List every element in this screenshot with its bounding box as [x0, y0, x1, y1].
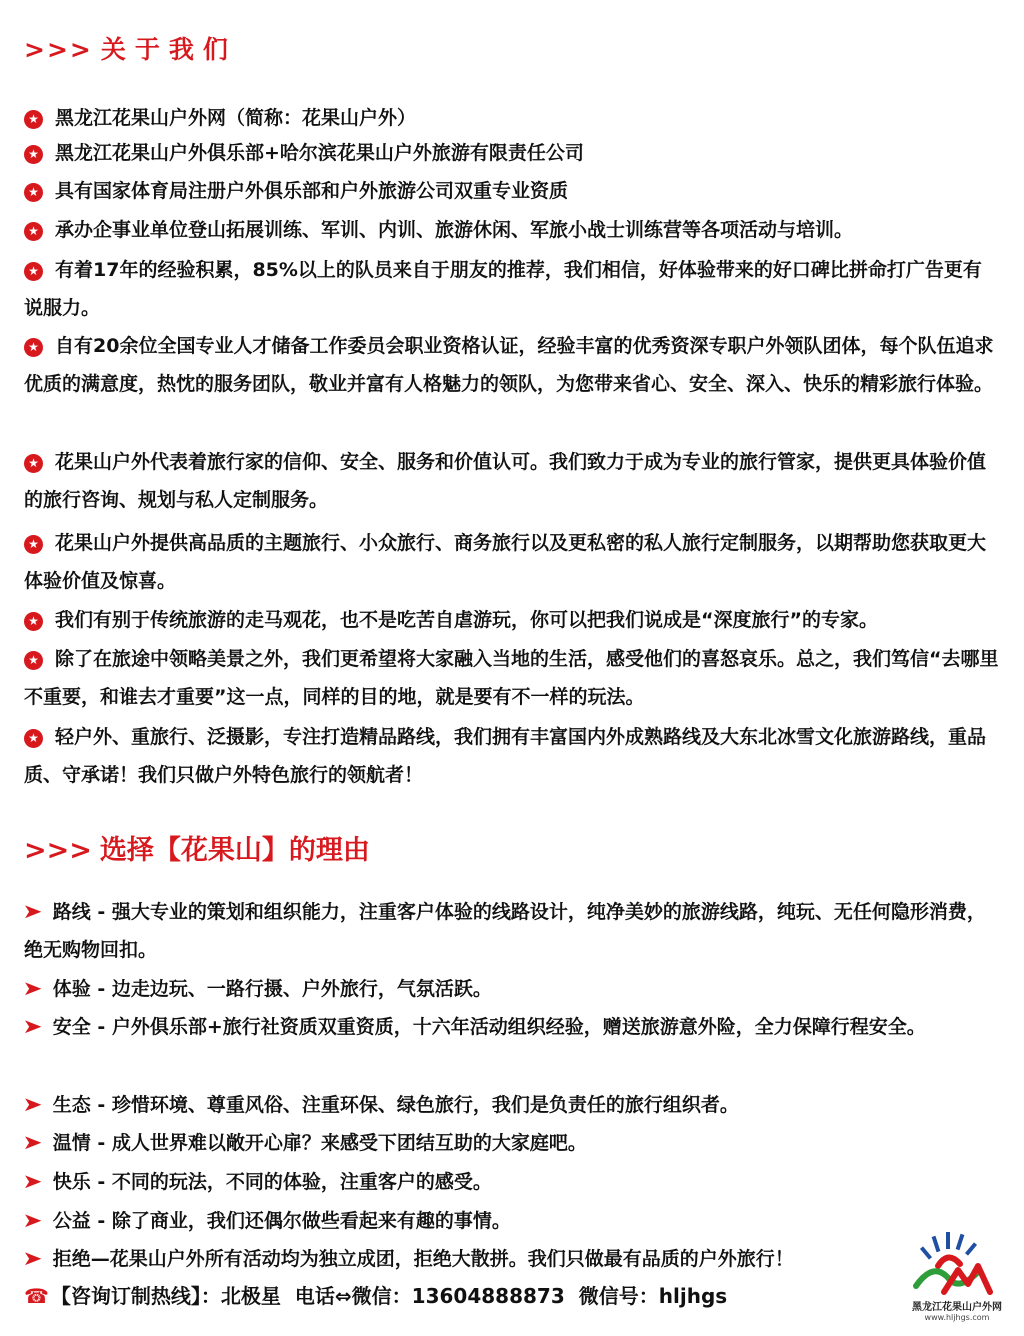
reason-item [24, 1085, 1000, 1124]
about-item-text: 轻户外、重旅行、泛摄影，专注打造精品路线，我们拥有丰富国内外成熟路线及大东北冰雪文化旅游路线，重品质、守承诺！我们只做户外特色旅行的领航者！ [24, 726, 987, 786]
about-heading [24, 30, 237, 66]
reason-item [24, 1123, 1000, 1162]
arrow-bullet-icon: ➤ [22, 1014, 43, 1038]
star-bullet-icon: ★ [24, 145, 43, 164]
star-bullet-icon: ★ [24, 262, 43, 281]
about-item [24, 99, 1000, 137]
star-bullet-icon: ★ [24, 454, 43, 473]
star-bullet-icon: ★ [24, 535, 43, 554]
hotline-label: 【咨询订制热线】： [50, 1284, 221, 1308]
about-item-text: 黑龙江花果山户外俱乐部+哈尔滨花果山户外旅游有限责任公司 [55, 142, 584, 164]
logo-url: www.hljhgs.com [924, 1313, 990, 1322]
brand-logo [898, 1220, 1016, 1332]
hotline-name: 北极星 [220, 1284, 281, 1308]
arrow-bullet-icon: ➤ [22, 899, 43, 923]
about-item [24, 524, 1000, 600]
arrow-bullet-icon: ➤ [22, 1246, 43, 1270]
about-item-text: 我们有别于传统旅游的走马观花，也不是吃苦自虐游玩，你可以把我们说成是“深度旅行”的专家。 [55, 609, 878, 631]
reason-item-text: 快乐 - 不同的玩法，不同的体验，注重客户的感受。 [52, 1171, 492, 1193]
star-bullet-icon: ★ [24, 338, 43, 357]
about-item [24, 134, 1000, 172]
heading-arrows: >>> [24, 835, 92, 866]
mountain-logo-icon [898, 1220, 1016, 1300]
reason-item [24, 1239, 904, 1278]
arrow-bullet-icon: ➤ [22, 1208, 43, 1232]
reason-item-text: 体验 - 边走边玩、一路行摄、户外旅行，气氛活跃。 [52, 978, 492, 1000]
about-item [24, 718, 1000, 794]
arrow-bullet-icon: ➤ [22, 976, 43, 1000]
about-item [24, 172, 1000, 210]
about-item-text: 承办企事业单位登山拓展训练、军训、内训、旅游休闲、军旅小战士训练营等各项活动与培训。 [55, 219, 854, 241]
hotline-contact: 电话⇔微信：13604888873 [294, 1284, 565, 1308]
arrow-bullet-icon: ➤ [22, 1169, 43, 1193]
logo-text: 黑龙江花果山户外网 [912, 1302, 1002, 1313]
about-item-text: 有着17年的经验积累，85%以上的队员来自于朋友的推荐，我们相信，好体验带来的好口碑比拼命打广告更有说服力。 [24, 259, 982, 319]
about-item-text: 自有20余位全国专业人才储备工作委员会职业资格认证，经验丰富的优秀资深专职户外领队团体，每个队伍追求优质的满意度，热忱的服务团队，敬业并富有人格魅力的领队，为您带来省心、安全、深入、快乐的精彩旅行体验。 [24, 335, 994, 395]
about-item [24, 251, 1000, 327]
about-item [24, 443, 1000, 519]
about-item-text: 黑龙江花果山户外网（简称：花果山户外） [55, 107, 417, 129]
about-item-text: 除了在旅途中领略美景之外，我们更希望将大家融入当地的生活，感受他们的喜怒哀乐。总之，我们笃信“去哪里不重要，和谁去才重要”这一点，同样的目的地，就是要有不一样的玩法。 [24, 648, 999, 708]
star-bullet-icon: ★ [24, 729, 43, 748]
arrow-bullet-icon: ➤ [22, 1092, 43, 1116]
about-item [24, 211, 1000, 249]
reason-item [24, 1007, 1000, 1046]
reason-item-text: 温情 - 成人世界难以敞开心扉？来感受下团结互助的大家庭吧。 [52, 1132, 587, 1154]
about-item [24, 601, 1000, 639]
arrow-bullet-icon: ➤ [22, 1130, 43, 1154]
star-bullet-icon: ★ [24, 651, 43, 670]
hotline-line [24, 1277, 884, 1315]
reason-item [24, 1201, 1000, 1240]
reasons-heading [24, 828, 370, 867]
phone-icon: ☎ [24, 1284, 49, 1308]
star-bullet-icon: ★ [24, 222, 43, 241]
reason-item-text: 安全 - 户外俱乐部+旅行社资质双重资质，十六年活动组织经验，赠送旅游意外险，全力保障行程安全。 [52, 1016, 926, 1038]
reason-item-text: 公益 - 除了商业，我们还偶尔做些看起来有趣的事情。 [52, 1210, 511, 1232]
about-title: 关于我们 [100, 35, 237, 64]
star-bullet-icon: ★ [24, 612, 43, 631]
about-item-text: 具有国家体育局注册户外俱乐部和户外旅游公司双重专业资质 [55, 180, 569, 202]
about-item [24, 640, 1000, 716]
hotline-wechat: 微信号：hljhgs [578, 1284, 728, 1308]
reasons-title: 选择【花果山】的理由 [99, 835, 370, 866]
star-bullet-icon: ★ [24, 110, 43, 129]
star-bullet-icon: ★ [24, 183, 43, 202]
reason-item [24, 1162, 1000, 1201]
about-item-text: 花果山户外代表着旅行家的信仰、安全、服务和价值认可。我们致力于成为专业的旅行管家，提供更具体验价值的旅行咨询、规划与私人定制服务。 [24, 451, 987, 511]
reason-item-text: 路线 - 强大专业的策划和组织能力，注重客户体验的线路设计，纯净美妙的旅游线路，纯玩、无任何隐形消费，绝无购物回扣。 [24, 901, 986, 961]
about-item [24, 327, 1000, 403]
reason-item [24, 969, 1000, 1008]
heading-arrows: >>> [24, 35, 93, 64]
reason-item-text: 拒绝—花果山户外所有活动均为独立成团，拒绝大散拼。我们只做最有品质的户外旅行！ [52, 1248, 794, 1270]
reason-item-text: 生态 - 珍惜环境、尊重风俗、注重环保、绿色旅行，我们是负责任的旅行组织者。 [52, 1094, 739, 1116]
reason-item [24, 892, 1000, 969]
about-item-text: 花果山户外提供高品质的主题旅行、小众旅行、商务旅行以及更私密的私人旅行定制服务，以期帮助您获取更大体验价值及惊喜。 [24, 532, 987, 592]
